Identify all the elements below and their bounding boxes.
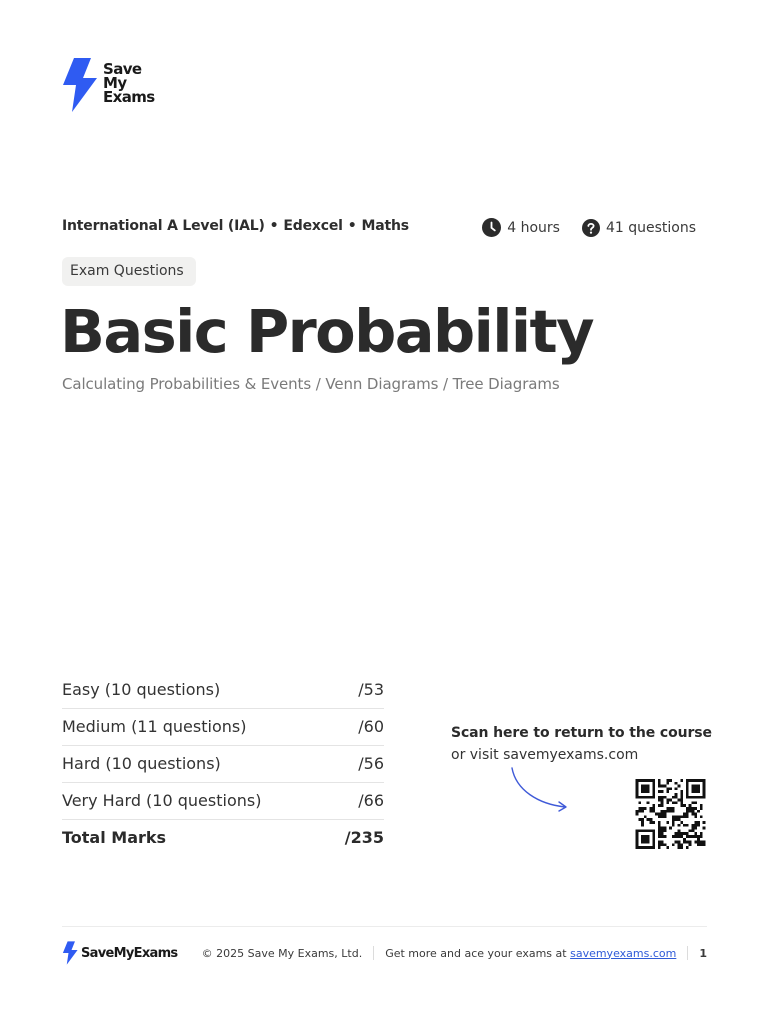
brand-name: Save My Exams <box>103 60 155 106</box>
exam-questions-tag: Exam Questions <box>62 257 196 286</box>
scan-heading: Scan here to return to the course <box>451 725 712 741</box>
marks-row-label: Very Hard (10 questions) <box>62 791 262 810</box>
marks-table <box>62 672 384 856</box>
footer-wordmark: SaveMyExams <box>81 945 178 961</box>
qr-code[interactable] <box>634 779 707 849</box>
marks-row-hard <box>62 746 384 783</box>
marks-row-medium <box>62 709 384 746</box>
question-count-text: 41 questions <box>605 219 696 236</box>
marks-row-very-hard <box>62 783 384 820</box>
questions-stat <box>582 219 696 237</box>
footer-logo <box>62 941 177 965</box>
page-number: 1 <box>699 946 707 960</box>
duration-stat <box>482 218 560 237</box>
marks-row-value: /53 <box>358 680 384 699</box>
footer-cta: Get more and ace your exams at savemyexams.com <box>385 946 677 960</box>
total-marks-label: Total Marks <box>62 828 167 847</box>
question-circle-icon <box>582 219 600 237</box>
footer-separator <box>373 946 374 960</box>
breadcrumb-qualification: International A Level (IAL) <box>62 218 265 234</box>
clock-icon <box>482 218 501 237</box>
marks-row-easy <box>62 672 384 709</box>
scan-subtext: or visit savemyexams.com <box>451 747 639 763</box>
marks-row-total <box>62 820 384 856</box>
total-marks-value: /235 <box>344 828 384 847</box>
duration-text: 4 hours <box>507 219 560 236</box>
marks-row-label: Medium (11 questions) <box>62 717 247 736</box>
breadcrumb-subject: Maths <box>361 218 409 234</box>
lightning-bolt-icon <box>61 58 98 112</box>
meta-row <box>62 218 696 238</box>
page-title: Basic Probability <box>60 297 593 366</box>
breadcrumb-separator: • <box>269 218 279 234</box>
breadcrumb <box>62 218 409 234</box>
curved-arrow-icon <box>508 766 572 812</box>
marks-row-value: /60 <box>358 717 384 736</box>
footer-separator <box>687 946 688 960</box>
breadcrumb-separator: • <box>347 218 357 234</box>
exam-stats <box>482 218 696 237</box>
brand-logo <box>61 58 155 112</box>
footer-divider <box>62 926 707 927</box>
footer-info <box>202 941 707 965</box>
footer-copyright: © 2025 Save My Exams, Ltd. <box>201 946 363 960</box>
marks-row-value: /66 <box>358 791 384 810</box>
page-subtitle: Calculating Probabilities & Events / Venn Diagrams / Tree Diagrams <box>62 375 560 393</box>
footer-link[interactable]: savemyexams.com <box>570 946 677 960</box>
marks-row-label: Hard (10 questions) <box>62 754 221 773</box>
lightning-bolt-icon <box>62 941 78 965</box>
breadcrumb-board: Edexcel <box>283 218 343 234</box>
marks-row-label: Easy (10 questions) <box>62 680 221 699</box>
scan-callout <box>451 722 712 766</box>
marks-row-value: /56 <box>358 754 384 773</box>
page-footer <box>62 941 707 965</box>
